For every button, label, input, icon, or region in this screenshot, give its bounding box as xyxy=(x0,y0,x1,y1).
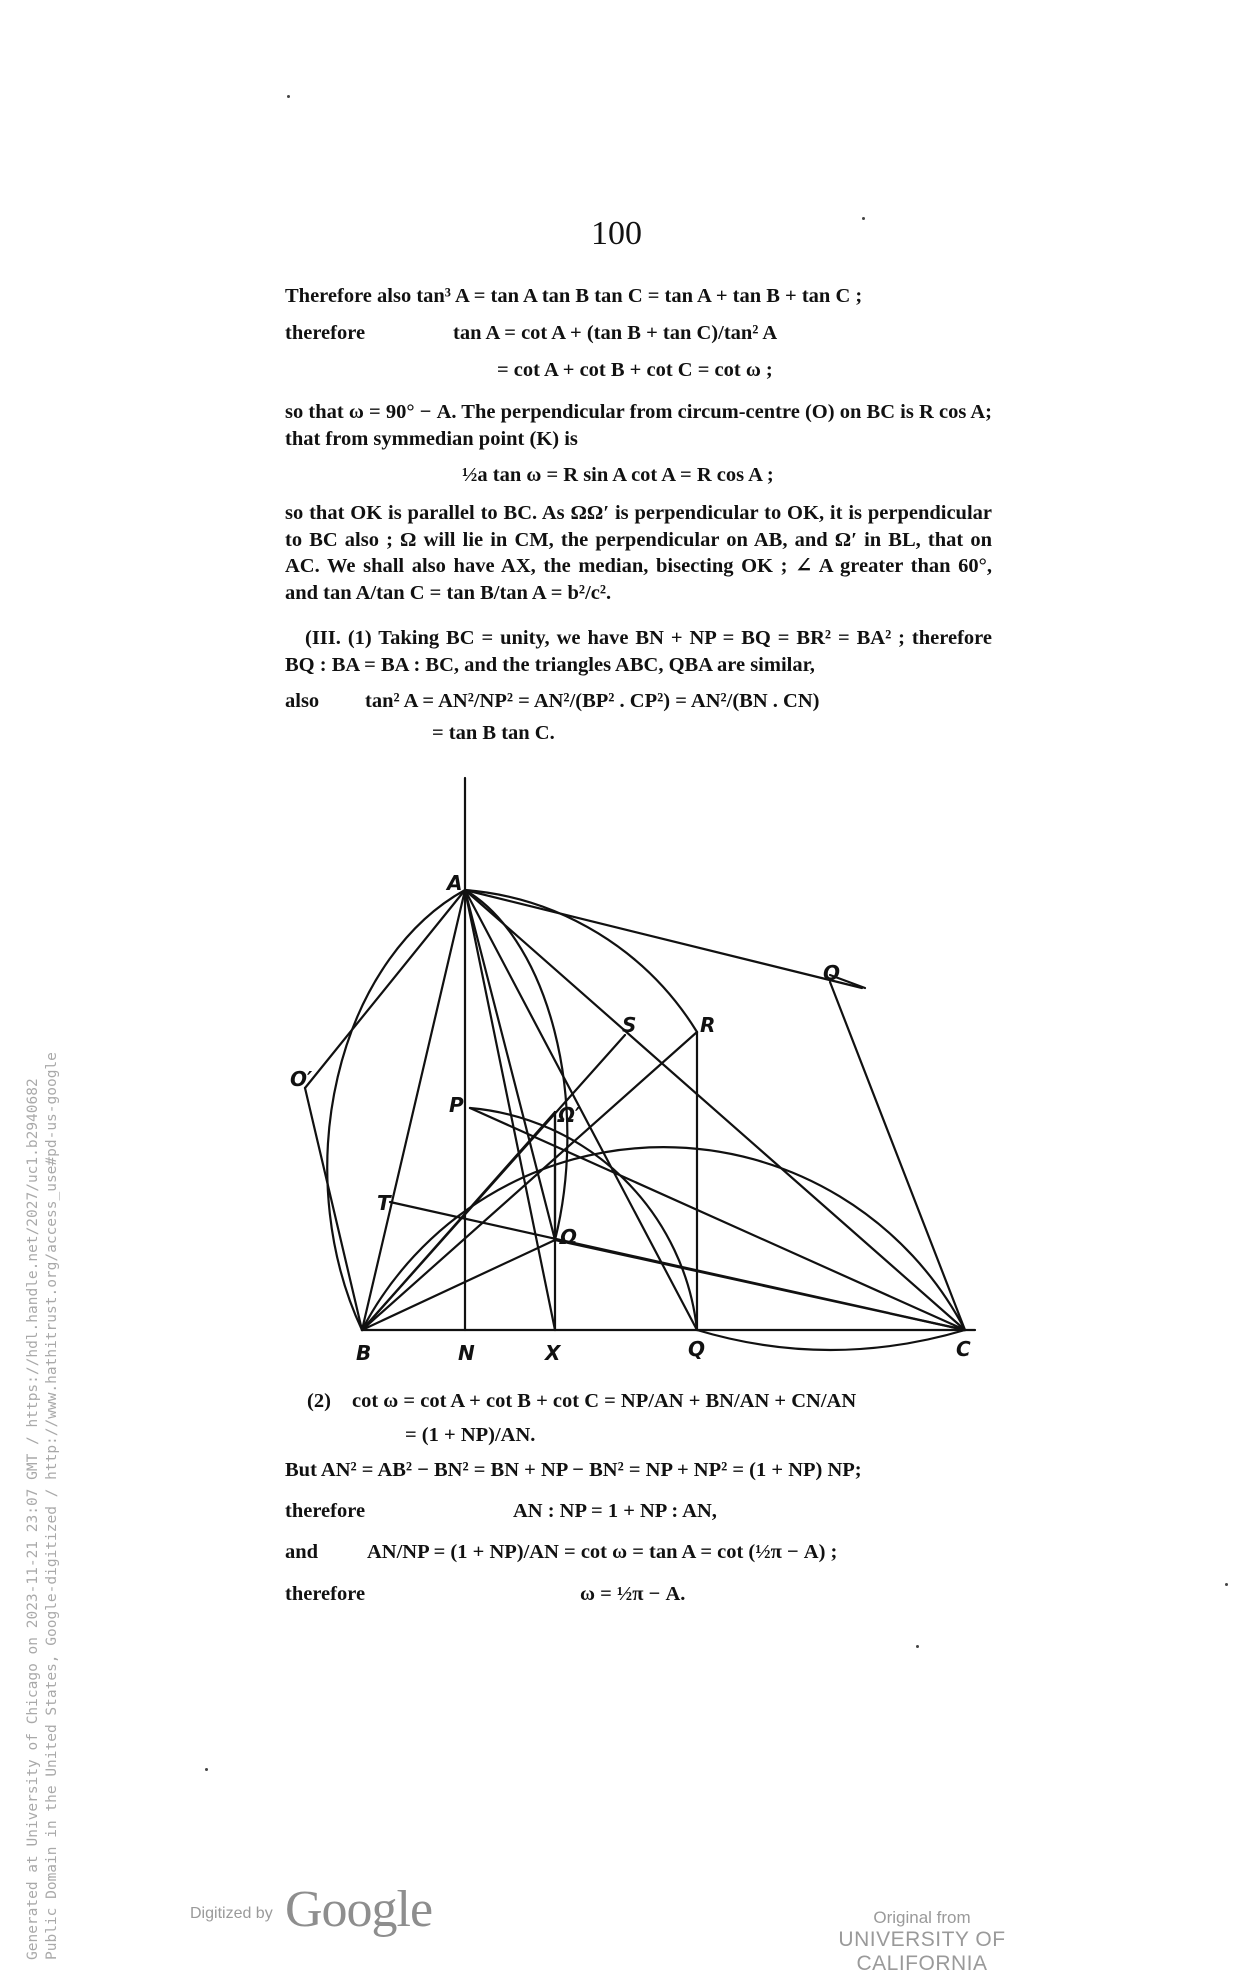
institution-label: UNIVERSITY OF CALIFORNIA xyxy=(838,1928,1006,1975)
label-b: B xyxy=(356,1341,372,1365)
equation-line-3: = cot A + cot B + cot C = cot ω ; xyxy=(497,359,773,381)
label-omega: Ω xyxy=(560,1225,578,1249)
equation-line-4: ½a tan ω = R sin A cot A = R cos A ; xyxy=(462,464,774,486)
equation-line-5: tan² A = AN²/NP² = AN²/(BP² . CP²) = AN²/(BN . CN) xyxy=(365,690,820,712)
scan-speck xyxy=(1225,1583,1228,1586)
label-s: S xyxy=(622,1013,637,1037)
equation-line-12: ω = ½π − A. xyxy=(580,1583,686,1605)
original-from-block xyxy=(787,1908,1057,1976)
line-a-omega xyxy=(465,890,555,1240)
label-n: N xyxy=(458,1341,475,1365)
label-p: P xyxy=(449,1093,464,1117)
paragraph-1-text: so that ω = 90° − A. The perpendicular from circum-centre (O) on BC is R cos A; that from symmedian point (K) is xyxy=(285,401,992,450)
equation-line-7: cot ω = cot A + cot B + cot C = NP/AN + BN/AN + CN/AN xyxy=(352,1390,857,1412)
arc-q-c xyxy=(697,1330,965,1350)
google-logo: Google xyxy=(285,1881,433,1938)
equation-line-6: = tan B tan C. xyxy=(432,722,555,744)
equation-line-1: Therefore also tan³ A = tan A tan B tan C = tan A + tan B + tan C ; xyxy=(285,285,863,307)
line-omega-c xyxy=(555,1240,965,1330)
label-a: A xyxy=(447,871,463,895)
line-br xyxy=(362,1032,697,1330)
equation-line-8: = (1 + NP)/AN. xyxy=(405,1424,536,1446)
line-ao xyxy=(465,890,862,988)
label-omega-prime: Ω′ xyxy=(558,1103,581,1127)
semicircle-bc xyxy=(362,1147,965,1330)
arc-a-omega xyxy=(465,890,567,1240)
line-ac xyxy=(465,890,965,1330)
also-label: also xyxy=(285,690,320,712)
label-t: T xyxy=(377,1191,391,1215)
equation-line-10: AN : NP = 1 + NP : AN, xyxy=(513,1500,717,1522)
label-r: R xyxy=(700,1013,716,1037)
paragraph-3-text: (III. (1) Taking BC = unity, we have BN + NP = BQ = BR² = BA² ; therefore BQ : BA = BA : BC, and the triangles ABC, QBA are similar, xyxy=(285,627,992,676)
scan-speck xyxy=(916,1645,919,1648)
scan-speck xyxy=(862,217,865,220)
paragraph-2-text: so that OK is parallel to BC. As ΩΩ′ is perpendicular to OK, it is perpendicular to BC also ; Ω will lie in CM, the perpendicular on AB, and Ω′ in BL, that on AC. We shall also have AX, the median, bisecting OK ; ∠ A greater than 60°, and tan A/tan C = tan B/tan A = b²/c². xyxy=(285,502,992,604)
digitized-by-label: Digitized by xyxy=(190,1905,273,1922)
equation-line-2: tan A = cot A + (tan B + tan C)/tan² A xyxy=(453,322,778,344)
original-from-label: Original from xyxy=(873,1908,971,1927)
label-o-prime: O′ xyxy=(290,1067,313,1091)
scan-speck xyxy=(287,95,290,98)
arc-a-b xyxy=(327,890,465,1330)
page-number: 100 xyxy=(591,215,642,252)
arc-a-r xyxy=(465,890,697,1032)
therefore-label-3: therefore xyxy=(285,1583,366,1605)
equation-line-11: AN/NP = (1 + NP)/AN = cot ω = tan A = cot (½π − A) ; xyxy=(367,1541,838,1563)
label-c: C xyxy=(956,1337,971,1361)
label-q: Q xyxy=(688,1337,706,1361)
and-label: and xyxy=(285,1541,319,1563)
label-x: X xyxy=(545,1341,561,1365)
hathitrust-watermark xyxy=(24,1052,62,1960)
equation-line-9: But AN² = AB² − BN² = BN + NP − BN² = NP + NP² = (1 + NP) NP; xyxy=(285,1459,862,1481)
arc-p-q xyxy=(470,1108,697,1330)
watermark-line-1: Generated at University of Chicago on 2023-11-21 23:07 GMT / https://hdl.handle.net/2027/uc1.b2940682 xyxy=(25,1078,41,1960)
line-b-omega-prime xyxy=(362,1112,555,1330)
line-o-prime-b xyxy=(305,1088,362,1330)
watermark-line-2: Public Domain in the United States, Google-digitized / http://www.hathitrust.org/access_use#pd-us-google xyxy=(44,1052,60,1960)
scan-speck xyxy=(205,1768,208,1771)
label-o: O xyxy=(823,961,841,985)
therefore-label-1: therefore xyxy=(285,322,366,344)
part-2-label: (2) xyxy=(307,1390,331,1412)
therefore-label-2: therefore xyxy=(285,1500,366,1522)
